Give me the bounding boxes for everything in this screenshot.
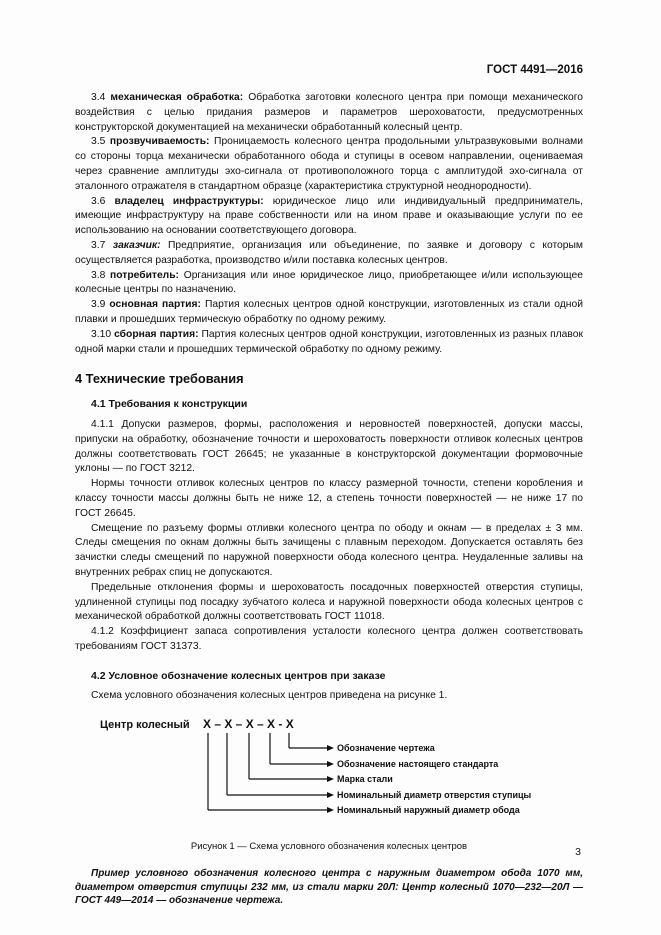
arrowhead-4 [327,792,334,798]
definition-text: Партия колесных центров одной конструкции, изготовленных из стали одной плавки и прошедших термическую обработку по одному режиму. [75,299,583,325]
definition-text: юридическое лицо или индивидуальный предприниматель, имеющие инфраструктуру на праве собственности или на ином праве и оказывающие услуги по ее использованию на основании соответствующего договора. [75,195,583,237]
definition-text: Проницаемость колесного центра продольными ультразвуковыми волнами со стороны торца механически обработанного обода и ступицы в осевом направлении, оцениваемая через сравнение амплитуды эхо-сигнала от противоположного торца с амплитудой эхо-сигнала от эталонного отражателя в стандартном образце (характеристика структурной неоднородности). [75,136,583,192]
definition-number: 3.9 [91,299,106,311]
designation-example: Пример условного обозначения колесного центра с наружным диаметром обода 1070 мм, диаметром отверстия ступицы 232 мм, из стали марки 20Л: Центр колесный 1070—232—20Л — ГОСТ 449—2014 — обозначение чертежа. [75,868,583,907]
diagram-label-steel-grade: Марка стали [337,774,393,785]
definition-number: 3.8 [91,269,106,281]
definition-text: Организация или иное юридическое лицо, приобретающее и/или использующее колесные центры по назначению. [75,269,583,296]
definition-term: владелец инфраструктуры: [114,195,264,207]
section-4-2-heading: 4.2 Условное обозначение колесных центров при заказе [91,669,386,682]
paragraph-form-deviations: Предельные отклонения формы и шероховатость посадочных поверхностей отверстия ступицы, удлиненной ступицы под посадку зубчатого колеса и наружной поверхности обода колесных центров с механической обработкой должны соответствовать ГОСТ 11018. [75,581,583,623]
arrowhead-2 [327,761,334,767]
definition-term: потребитель: [110,269,179,281]
arrowhead-5 [327,807,334,813]
definition-term: механическая обработка: [110,92,244,103]
figure-1-caption: Рисунок 1 — Схема условного обозначения колесных центров [190,841,468,853]
diagram-label-rim-diameter: Номинальный наружный диаметр обода [337,805,520,816]
definition-term: заказчик: [112,239,161,251]
page-number: 3 [575,846,581,858]
definition-3-5 [75,135,583,194]
definitions-list [75,91,583,357]
arrowhead-1 [327,745,334,751]
diagram-prefix: Центр колесный [100,719,190,732]
paragraph-scheme-intro: Схема условного обозначения колесных центров приведена на рисунке 1. [91,690,448,702]
definition-term: прозвучиваемость: [109,136,210,148]
diagram-arrowheads [327,745,334,813]
paragraph-4-1-1: 4.1.1 Допуски размеров, формы, расположения и неровностей поверхностей, допуски массы, припуски на обработку, обозначение точности и шероховатость поверхности отливок колесных центров должны соответствовать ГОСТ 26645; не указанные в конструкторской документации формовочные уклоны — по ГОСТ 3212. [75,418,583,475]
section-4-1-heading: 4.1 Требования к конструкции [91,398,248,411]
paragraph-mold-offset: Смещение по разъему формы отливки колесного центра по ободу и окнам — в пределах ± 3 мм. Следы смещения по окнам должны быть зачищены с плавным переходом. Допускается оставлять без зачистки следы смещений по наружной поверхности обода колесного центра. Неудаленные заливы на внутренних ребрах спиц не допускаются. [75,522,583,578]
diagram-label-hub-bore: Номинальный диаметр отверстия ступицы [337,790,532,801]
definition-number: 3.5 [91,136,106,148]
definition-number: 3.4 [91,92,106,103]
designation-diagram-svg [75,712,583,832]
definition-number: 3.7 [91,239,106,251]
definition-number: 3.6 [91,195,106,207]
definition-text: Партия колесных центров одной конструкции, изготовленных из разных плавок одной марки стали и прошедших термической обработку по одному режиму. [75,328,583,355]
definition-3-9 [75,298,583,328]
definition-text: Предприятие, организация или объединение, по заявке и договору с которым осуществляется разработка, производство и/или поставка колесных центров. [75,239,583,266]
diagram-code: Х – Х – Х – Х - Х [203,717,294,732]
definition-3-8 [75,269,583,299]
definition-term: основная партия: [109,299,201,311]
diagram-label-standard: Обозначение настоящего стандарта [337,759,499,770]
designation-diagram [75,712,583,832]
diagram-leader-lines [208,733,327,810]
definition-3-4 [75,91,583,135]
definition-term: сборная партия: [114,328,199,340]
standard-code-header: ГОСТ 4491—2016 [486,64,583,76]
definition-3-6 [75,195,583,239]
paragraph-accuracy-norms: Нормы точности отливок колесных центров по классу размерной точности, степени коробления и классу точности массы должны быть не ниже 12, а степень точности поверхностей — не ниже 17 по ГОСТ 26645. [75,478,583,519]
definition-number: 3.10 [91,328,112,340]
document-body [75,91,583,908]
arrowhead-3 [327,776,334,782]
diagram-label-drawing: Обозначение чертежа [337,743,435,754]
section-4-heading: 4 Технические требования [75,371,244,387]
definition-text: Обработка заготовки колесного центра при помощи механического воздействия с целью придания размеров и параметров шероховатости, предусмотренных конструкторской документацией на механически обработанный колесный центр. [75,92,583,133]
definition-3-10 [75,328,583,358]
paragraph-4-1-2: 4.1.2 Коэффициент запаса сопротивления усталости колесного центра должен соответствовать требованиям ГОСТ 31373. [75,626,583,652]
definition-3-7 [75,239,583,269]
